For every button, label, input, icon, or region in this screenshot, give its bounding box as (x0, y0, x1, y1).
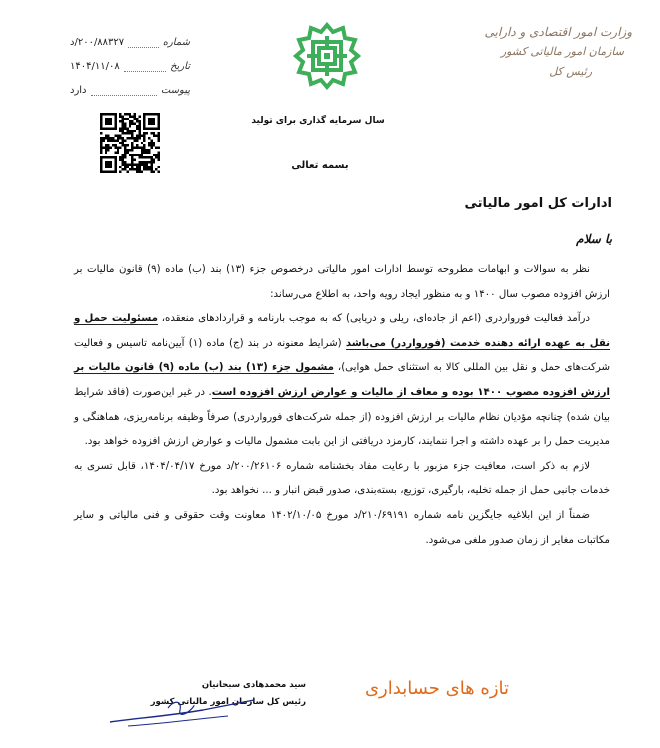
letter-body (74, 258, 610, 553)
attachment-label: پیوست (160, 84, 190, 96)
watermark: تازه های حسابداری (364, 678, 510, 699)
paragraph-2-middle: (شرایط معنونه در بند (ج) ماده (۱) آیین‌نامه تاسیس و فعالیت شرکت‌های حمل و نقل بین المللی کالا به استثنای حمل هوایی)، (74, 337, 610, 374)
paragraph-2-end: . در غیر این‌صورت (فاقد شرایط بیان شده) چنانچه مؤدیان نظام مالیات بر ارزش افزوده (از جمله شرکت‌های فورواردری) صرفاً وظیفه برنامه‌ریزی، هماهنگی و مدیریت حمل را بر عهده داشته و اجرا ننمایند، کارمزد دریافتی از این بابت مشمول مالیات و عوارض ارزش افزوده خواهد بود. (74, 386, 610, 448)
paragraph-1: نظر به سوالات و ابهامات مطروحه توسط ادارات امور مالیاتی درخصوص جزء (۱۳) بند (ب) ماده (۹) قانون مالیات بر ارزش افزوده مصوب سال ۱۴۰۰ و به منظور ایجاد رویه واحد، به اطلاع می‌رساند: (74, 264, 610, 300)
paragraph-4: ضمناً از این ابلاغیه جایگزین نامه شماره ۲۱۰/۶۹۱۹۱/د مورخ ۱۴۰۲/۱۰/۰۵ معاونت وقت حقوقی و فنی مالیاتی و سایر مکاتبات مغایر از زمان صدور ملغی می‌شود. (74, 509, 610, 546)
signatory-name: سید محمدهادی سبحانیان (201, 680, 306, 690)
paragraph-2-highlight-2: مشمول جزء (۱۳) بند (ب) ماده (۹) قانون مالیات بر ارزش افزوده مصوب ۱۴۰۰ بوده و معاف از مالیات و عوارض ارزش افزوده است (74, 362, 610, 398)
paragraph-3: لازم به ذکر است، معافیت جزء مزبور با رعایت مفاد بخشنامه شماره ۲۰۰/۲۶۱۰۶/د مورخ ۱۴۰۴/۰۴/۱۷، قابل تسری به خدمات جانبی حمل از جمله تخلیه، بارگیری، توزیع، بسته‌بندی، صدور قبض انبار و ... نخواهد بود. (74, 460, 610, 497)
ministry-name: وزارت امور اقتصادی و دارایی (484, 25, 632, 39)
year-motto: سال سرمایه گذاری برای تولید (251, 116, 385, 126)
recipient: ادارات کل امور مالیاتی (464, 196, 612, 211)
ministry-header (482, 22, 632, 82)
letter-date: ۱۴۰۴/۱۱/۰۸ (70, 60, 120, 72)
paragraph-2 (74, 307, 610, 455)
handwritten-signature-icon (108, 696, 258, 730)
basmala: بسمه تعالی (291, 160, 349, 171)
letter-meta (70, 30, 190, 102)
office-name: رئیس کل (549, 65, 592, 78)
meta-number-row (70, 30, 190, 54)
number-label: شماره (162, 36, 190, 48)
tax-organization-emblem-icon (293, 22, 361, 90)
meta-attachment-row (70, 78, 190, 102)
meta-date-row (70, 54, 190, 78)
attachment-value: دارد (70, 84, 87, 96)
paragraph-2-highlight-1: مسئولیت حمل و نقل به عهده ارائه دهنده خدمت (فورواردر) می‌باشد (74, 313, 610, 349)
signatory-title: رئیس کل سازمان امور مالیاتی کشور (150, 697, 306, 707)
organization-name: سازمان امور مالیاتی کشور (500, 45, 624, 58)
paragraph-2-intro: درآمد فعالیت فورواردری (اعم از جاده‌ای، ریلی و دریایی) که به موجب بارنامه و قراردادهای منعقده، (161, 313, 590, 325)
letter-number: ۲۰۰/۸۸۳۲۷/د (70, 36, 125, 48)
greeting: با سلام (576, 232, 612, 246)
date-label: تاریخ (170, 60, 190, 72)
